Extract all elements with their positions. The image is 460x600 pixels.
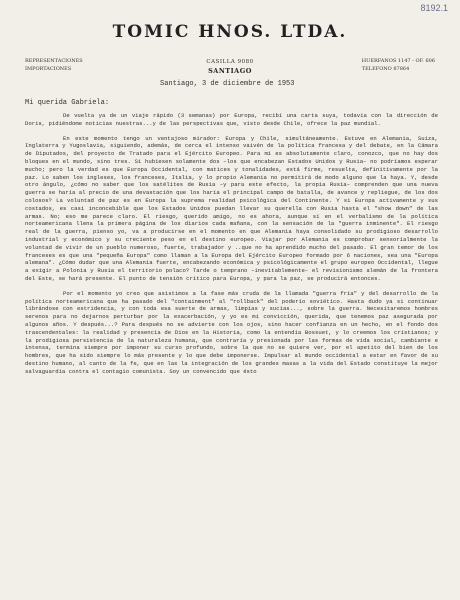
letterhead-right-line: TELEFONO 87864: [361, 65, 410, 72]
body-paragraph: De vuelta ya de un viaje rápido (3 semanas) por Europa, recibí una carta suya, todavía con la dirección de Doris, pidiéndome noticias nuestras...y de las perspectivas que, visto desde Chile, ofrece la paz mundial.: [25, 112, 438, 127]
letterhead-company: TOMIC HNOS. LTDA.: [112, 22, 348, 42]
letterhead-casilla: CASILLA 9080: [206, 59, 254, 65]
letterhead-right: [362, 58, 435, 73]
letter-body: [25, 112, 438, 383]
salutation: Mi querida Gabriela:: [25, 99, 110, 107]
letterhead-left-line: REPRESENTACIONES: [25, 58, 83, 64]
letterhead-right-line: HUERFANOS 1147 - OF. 606: [361, 58, 435, 64]
body-paragraph: En este momento tengo un ventajoso mirador: Europa y Chile, simultáneamente. Estuve en Alemania, Suiza, Inglaterra y Yugoslavia, siguiendo, además, de cerca el intenso vaivén de la política francesa y del debate, en la Cámara de Diputados, del proyecto de Tratado para el Ejército Europeo. Para mí es absolutamente claro, conozco, que no hay dos bloques en el mundo, sino tres. Si hubiesen solamente dos –los que encabezan Estados Unidos y Rusia– no podríamos esperar mucho; pero la verdad es que Europa Occidental, con matices y tonalidades, está firme, resuelta, definitivamente por la paz. Lo saben los ingleses, los franceses, Italia, y lo propio Alemania no permitirá de modo alguno que la haya. Y, desde otro ángulo, ¿cómo no saber que los satélites de Rusia –y para este efecto, la propia Rusia– comprenden que una nueva guerra se haría al precio de una devastación que los haría el principal campo de batalla, de avance y repliegue, de los dos colosos? La voluntad de paz es en Europa la suprema realidad psicológica del Continente. Y si Europa activamente y sus costados, es casi inconcebible que los Estados Unidos puedan llevar su querella con Rusia hasta el "show down" de las armas. No; eso me parece claro. El riesgo, querido amigo, no es ahora, aunque sí en el verbalismo de la política norteamericana llena la primera página de los diarios cada mañana, con la sensación de la "guerra inminente". El riesgo real de la guerra, pienso yo, va a producirse en el momento en que Alemania haya consolidado su prodigioso desarrollo industrial y económico y su creciente peso en el destino europeo. Viajar por Alemania es comprobar sensorialmente la voluntad de vivir de un pueblo numeroso, fuerte, trabajador y ..que no ha aprendido mucho del pasado. El gran temor de los franceses es que una "pequeña Europa" como llaman a la Europa del Ejército Europeo formado por 6 naciones, sea una "Europa alemana". ¿Cómo dudar que una Alemania fuerte, encabezando económica y psicológicamente el grupo europeo Occidental, llegue a exigir a Polonia y Rusia el territorio polaco? Tarde o temprano –inevitablemente– el revisionismo alemán de la frontera del Este, se hará presente. El punto de tensión crítico para Europa, y para la paz, se producirá entonces.: [25, 134, 438, 282]
body-paragraph: Por el momento yo creo que asistimos a la fase más cruda de la llamada "guerra fría" y del desarrollo de la política norteamericana que ha pasado del "containment" al "rollback" del poderío soviético. Hasta dudo ya si continuar librándose con estridencia, y con toda esa suerte de armas, limpias y sucias..., sobre la guerra. Necesitaremos hombres serenos para no dejarnos perturbar por la exacerbación, y yo es mi convicción, querida, que tenemos paz asegurada por algunos años. Y después...? Para después no se advierte con los ojos, sino hacer confianza en un hecho, en el fondo dos trascendentales: la realidad y presencia de Dios en la Historia, como la entendía Bossuet, y lo creemos los cristianos; y la prodigiosa persistencia de la naturaleza humana, que contraría y presionada por las formas de vida social, cambiante e intensa, termina siempre por imponer su curso profundo, sobre la que no se quiere ver, por el apetito del bien de los hombres, que ha sido siempre lo más presente y lo que debe imponerse. Impulsar al mundo occidental a estar en favor de su destino humano, al canto de la fe, que en las la integración de los grandes masas a la vida del Estado constituye la mejor salvaguardia contra el contagio comunista. Soy un convencido que ésto: [25, 289, 438, 375]
letterhead-city: SANTIAGO: [208, 67, 252, 75]
reference-number: 8192.1: [420, 3, 448, 13]
letterhead-left-line: IMPORTACIONES: [25, 65, 72, 72]
date-line: Santiago, 3 de diciembre de 1953: [160, 80, 295, 88]
